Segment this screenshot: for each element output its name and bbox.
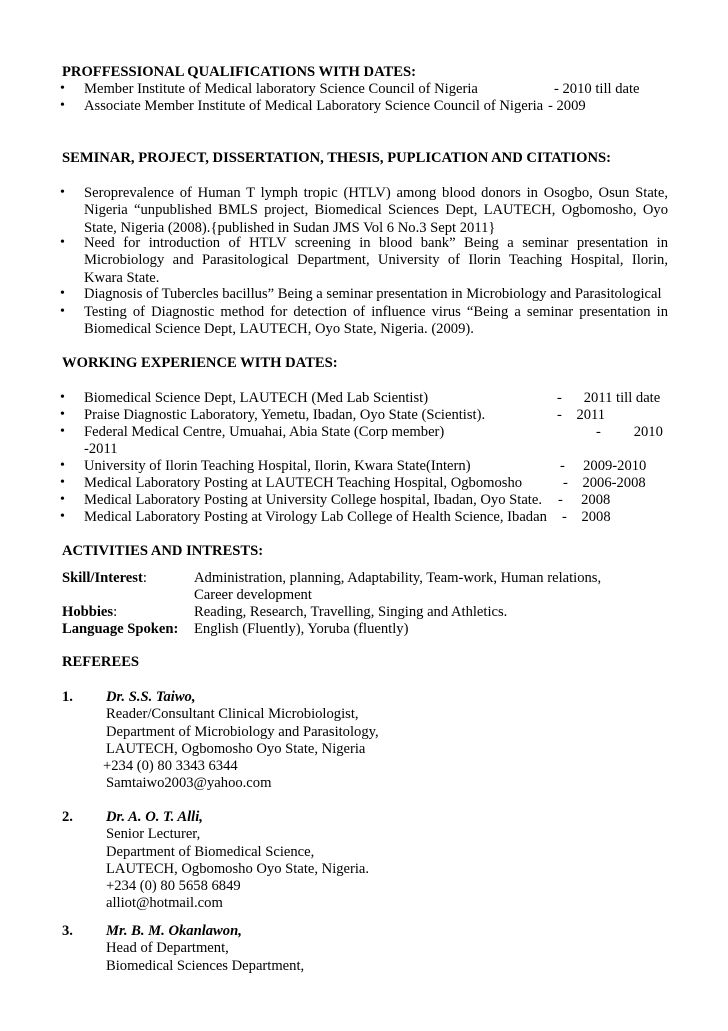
- seminar-item: Testing of Diagnostic method for detection of influence virus “Being a seminar presentation in Biomedical Science Dept, LAUTECH, Oyo State, Nigeria. (2009).: [84, 304, 668, 338]
- experience-date: - 2008: [562, 509, 611, 525]
- bullet-icon: •: [60, 304, 65, 319]
- experience-item: Medical Laboratory Posting at Virology Lab College of Health Science, Ibadan: [84, 509, 547, 525]
- bullet-icon: •: [60, 98, 65, 113]
- qualification-date: - 2010 till date: [554, 81, 640, 97]
- referee-email: alliot@hotmail.com: [106, 895, 223, 912]
- bullet-icon: •: [60, 475, 65, 490]
- referee-line: Reader/Consultant Clinical Microbiologist,: [106, 706, 359, 723]
- qualification-item: Member Institute of Medical laboratory Science Council of Nigeria: [84, 81, 478, 97]
- referee-number: 2.: [62, 809, 73, 825]
- referee-line: Head of Department,: [106, 940, 229, 957]
- experience-item: Praise Diagnostic Laboratory, Yemetu, Ibadan, Oyo State (Scientist).: [84, 407, 486, 423]
- experience-date: - 2006-2008: [563, 475, 646, 491]
- referee-block: [103, 689, 379, 793]
- seminar-item: Need for introduction of HTLV screening in blood bank” Being a seminar presentation in Microbiology and Parasitological Department, University of Ilorin Teaching Hospital, Ilorin, Kwara State.: [84, 235, 668, 286]
- language-label: Language Spoken:: [62, 621, 179, 637]
- qualification-item: Associate Member Institute of Medical Laboratory Science Council of Nigeria: [84, 98, 544, 114]
- qualifications-heading: PROFFESSIONAL QUALIFICATIONS WITH DATES:: [62, 64, 416, 80]
- experience-date-continued: -2011: [84, 441, 118, 457]
- experience-date: - 2011 till date: [557, 390, 661, 406]
- bullet-icon: •: [60, 492, 65, 507]
- referee-line: LAUTECH, Ogbomosho Oyo State, Nigeria.: [106, 860, 370, 877]
- seminars-heading: SEMINAR, PROJECT, DISSERTATION, THESIS, PUPLICATION AND CITATIONS:: [62, 150, 612, 166]
- bullet-icon: •: [60, 424, 65, 439]
- experience-date: - 2010: [596, 424, 663, 440]
- skill-value: Administration, planning, Adaptability, Team-work, Human relations, Career development: [194, 570, 602, 603]
- bullet-icon: •: [60, 390, 65, 405]
- experience-date: - 2008: [558, 492, 611, 508]
- qualification-date: - 2009: [548, 98, 586, 114]
- referee-line: Senior Lecturer,: [106, 826, 201, 843]
- referee-block: [106, 923, 304, 975]
- seminar-item: Seroprevalence of Human T lymph tropic (HTLV) among blood donors in Osogbo, Osun State, Nigeria “unpublished BMLS project, Biomedical Sciences Dept, LAUTECH, Ogbomosho, Oyo State, Nigeria (2008).{published in Sudan JMS Vol 6 No.3 Sept 2011}: [84, 185, 668, 236]
- bullet-icon: •: [60, 407, 65, 422]
- referee-number: 3.: [62, 923, 73, 939]
- hobbies-label: Hobbies:: [62, 604, 118, 620]
- referee-line: Biomedical Sciences Department,: [106, 957, 305, 974]
- hobbies-value: Reading, Research, Travelling, Singing and Athletics.: [194, 604, 508, 620]
- referee-line: Department of Biomedical Science,: [106, 843, 315, 860]
- bullet-icon: •: [60, 509, 65, 524]
- bullet-icon: •: [60, 235, 65, 250]
- referee-line: LAUTECH, Ogbomosho Oyo State, Nigeria: [106, 740, 366, 757]
- language-value: English (Fluently), Yoruba (fluently): [194, 621, 409, 637]
- experience-item: Medical Laboratory Posting at LAUTECH Teaching Hospital, Ogbomosho: [84, 475, 523, 491]
- referee-name: Dr. S.S. Taiwo,: [106, 689, 196, 705]
- referee-number: 1.: [62, 689, 73, 705]
- referee-block: [106, 809, 369, 913]
- experience-date: - 2011: [557, 407, 606, 423]
- referee-phone: +234 (0) 80 5658 6849: [106, 878, 241, 895]
- referee-email: Samtaiwo2003@yahoo.com: [106, 775, 272, 792]
- bullet-icon: •: [60, 286, 65, 301]
- bullet-icon: •: [60, 458, 65, 473]
- experience-item: Federal Medical Centre, Umuahai, Abia State (Corp member): [84, 424, 445, 440]
- referee-line: Department of Microbiology and Parasitology,: [106, 723, 379, 740]
- experience-date: - 2009-2010: [560, 458, 647, 474]
- experience-item: University of Ilorin Teaching Hospital, Ilorin, Kwara State(Intern): [84, 458, 471, 474]
- bullet-icon: •: [60, 185, 65, 200]
- referee-name: Dr. A. O. T. Alli,: [106, 809, 203, 825]
- experience-heading: WORKING EXPERIENCE WITH DATES:: [62, 355, 338, 371]
- experience-item: Biomedical Science Dept, LAUTECH (Med Lab Scientist): [84, 390, 429, 406]
- bullet-icon: •: [60, 81, 65, 96]
- skill-label: Skill/Interest:: [62, 570, 147, 586]
- referee-name: Mr. B. M. Okanlawon,: [106, 923, 242, 939]
- referee-phone: +234 (0) 80 3343 6344: [103, 758, 238, 775]
- experience-item: Medical Laboratory Posting at University College hospital, Ibadan, Oyo State.: [84, 492, 542, 508]
- referees-heading: REFEREES: [62, 654, 140, 670]
- activities-heading: ACTIVITIES AND INTRESTS:: [62, 543, 264, 559]
- seminar-item: Diagnosis of Tubercles bacillus” Being a seminar presentation in Microbiology and Parasitological: [84, 286, 662, 302]
